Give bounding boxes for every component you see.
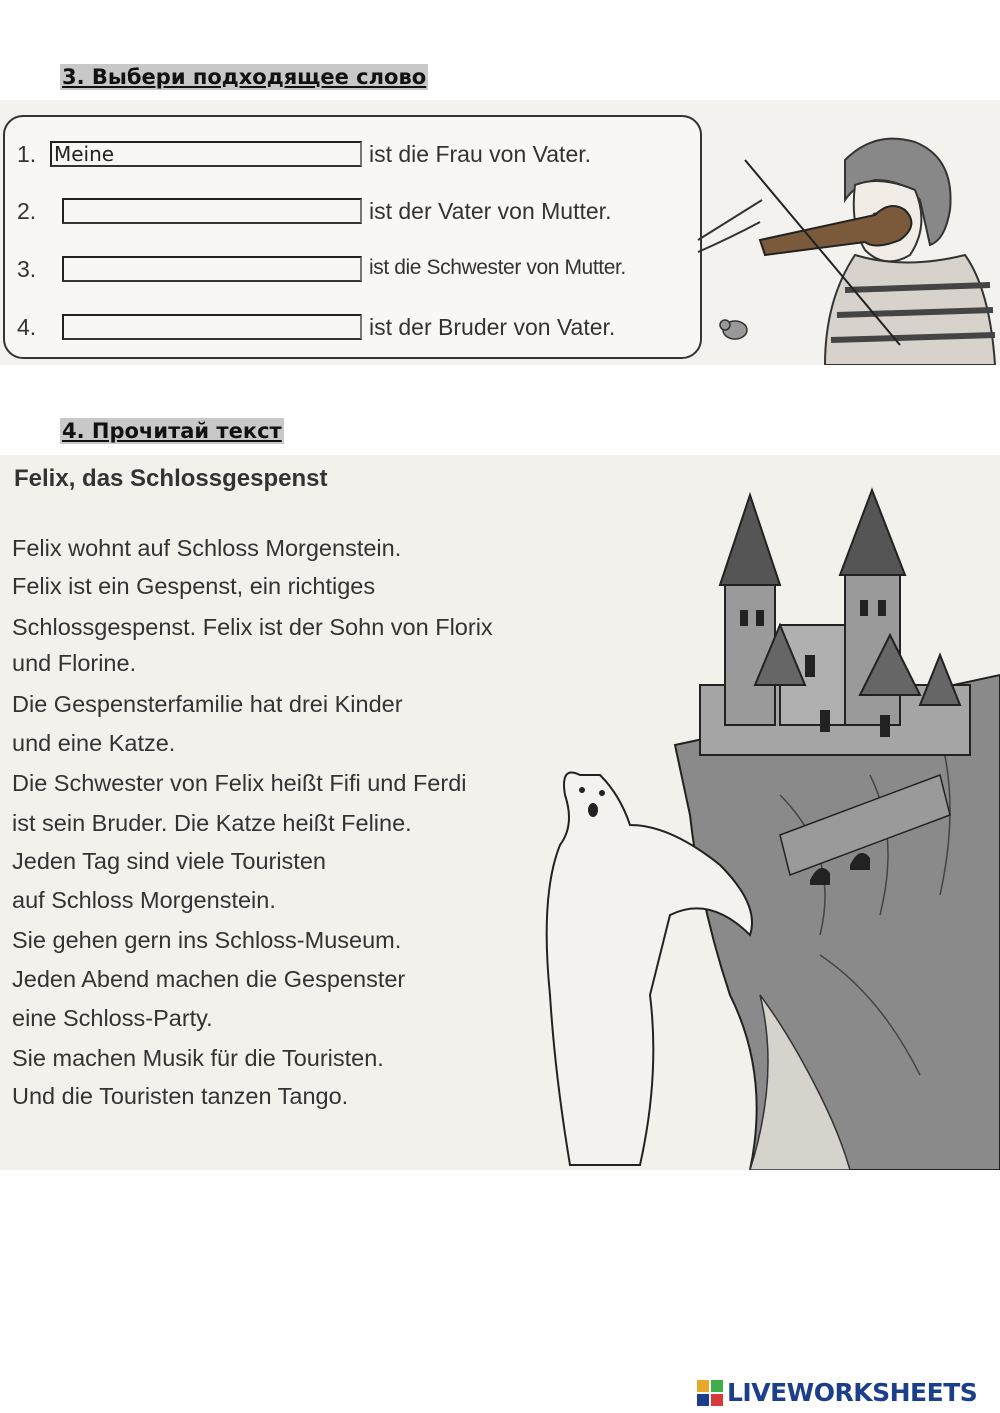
story-line: Felix wohnt auf Schloss Morgenstein. <box>12 535 402 561</box>
answer-input-4[interactable] <box>62 314 362 340</box>
item-number: 2. <box>17 198 37 224</box>
story-title: Felix, das Schlossgespenst <box>14 465 328 492</box>
item-sentence: ist die Frau von Vater. <box>369 141 592 167</box>
story-line: Jeden Tag sind viele Touristen <box>12 848 326 874</box>
story-line: und Florine. <box>12 650 137 676</box>
story-line: Die Gespensterfamilie hat drei Kinder <box>12 691 403 717</box>
exercise-row <box>17 192 697 232</box>
story-line: eine Schloss-Party. <box>12 1005 213 1031</box>
story-line: Sie machen Musik für die Touristen. <box>12 1045 384 1071</box>
exercise-row <box>17 135 697 175</box>
item-sentence: ist die Schwester von Mutter. <box>369 256 626 279</box>
exercise-4-scan <box>0 455 1000 1170</box>
item-sentence: ist der Bruder von Vater. <box>369 314 616 340</box>
story-line: Jeden Abend machen die Gespenster <box>12 966 406 992</box>
story-line: Schlossgespenst. Felix ist der Sohn von Florix <box>12 614 493 640</box>
answer-input-3[interactable] <box>62 256 362 282</box>
exercise-row <box>17 308 697 348</box>
exercise-3-scan <box>0 100 1000 365</box>
story-line: Die Schwester von Felix heißt Fifi und Ferdi <box>12 770 467 796</box>
story-line: ist sein Bruder. Die Katze heißt Feline. <box>12 810 412 836</box>
item-number: 1. <box>17 141 37 167</box>
brand-name: LIVEWORKSHEETS <box>727 1378 978 1407</box>
story-line: Sie gehen gern ins Schloss-Museum. <box>12 927 402 953</box>
liveworksheets-logo-icon <box>697 1380 723 1406</box>
castle-illustration <box>520 475 1000 1170</box>
item-sentence: ist der Vater von Mutter. <box>369 198 612 224</box>
exercise-3-heading: 3. Выбери подходящее слово <box>62 65 427 89</box>
item-number: 4. <box>17 314 37 340</box>
violinist-girl-illustration <box>705 130 1000 365</box>
story-line: Und die Touristen tanzen Tango. <box>12 1083 349 1109</box>
exercise-4-heading: 4. Прочитай текст <box>62 419 282 443</box>
story-line: und eine Katze. <box>12 730 176 756</box>
story-line: Felix ist ein Gespenst, ein richtiges <box>12 573 376 599</box>
answer-box <box>3 115 702 359</box>
answer-input-2[interactable] <box>62 198 362 224</box>
story-line: auf Schloss Morgenstein. <box>12 887 276 913</box>
exercise-row <box>17 250 697 290</box>
liveworksheets-brand <box>697 1378 997 1408</box>
answer-input-1[interactable] <box>50 141 362 167</box>
item-number: 3. <box>17 256 37 282</box>
